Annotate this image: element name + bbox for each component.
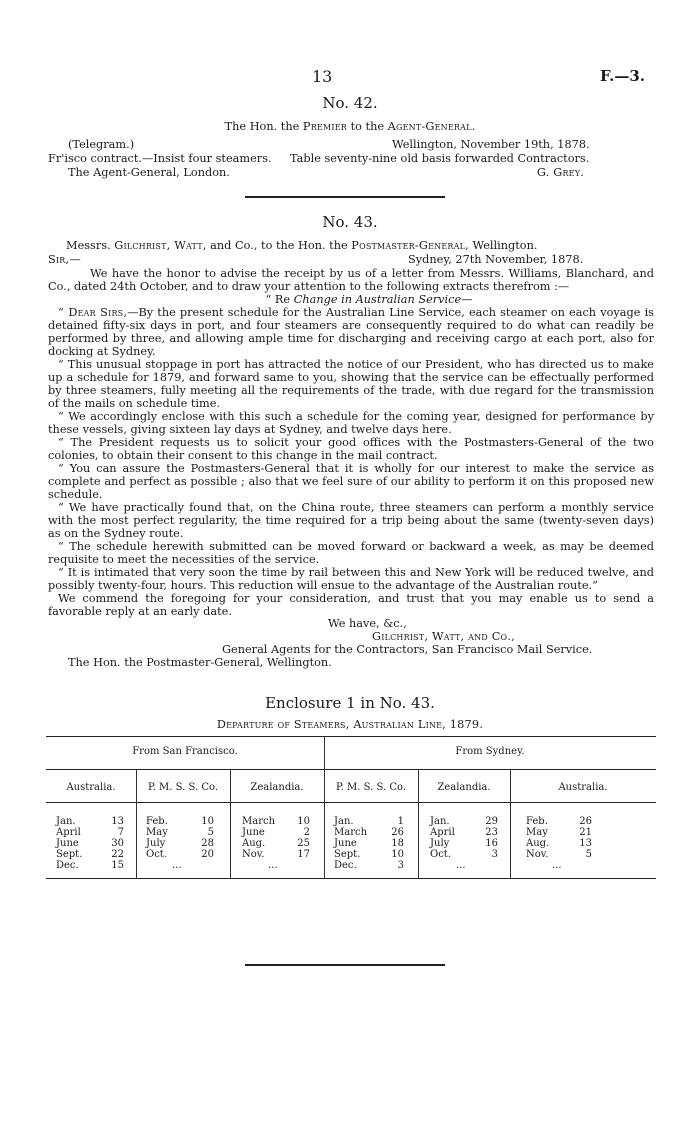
table-cell-month: ... xyxy=(456,860,466,871)
table-header-rule xyxy=(46,802,656,803)
doc43-heading-to: Postmaster-General, xyxy=(351,239,469,252)
table-cell-day: 5 xyxy=(585,849,592,860)
doc43-paragraph-1 xyxy=(48,306,654,358)
table-cell-month: Oct. xyxy=(146,849,167,860)
table-cell-day: 10 xyxy=(201,816,214,827)
table-cell-day: 29 xyxy=(485,816,498,827)
table-cell-month: Oct. xyxy=(430,849,451,860)
doc42-place-date: Wellington, November 19th, 1878. xyxy=(392,138,590,151)
table-cell-month: Nov. xyxy=(526,849,549,860)
doc43-signature-role: General Agents for the Contractors, San Francisco Mail Service. xyxy=(222,643,593,656)
table-cell-month: April xyxy=(56,827,81,838)
table-cell-day: 28 xyxy=(201,838,214,849)
doc42-heading-from: Premier xyxy=(302,120,347,133)
doc43-heading-post: Wellington. xyxy=(472,239,538,252)
table-cell-day: 10 xyxy=(297,816,310,827)
table-cell-day: 30 xyxy=(111,838,124,849)
enclosure-title: Enclosure 1 in No. 43. xyxy=(265,694,435,712)
table-cell-day: 2 xyxy=(303,827,310,838)
table-bottom-rule xyxy=(46,878,656,879)
doc42-signature: G. Grey. xyxy=(536,166,584,179)
doc43-number: No. 43. xyxy=(322,213,378,231)
table-cell-month: March xyxy=(242,816,276,827)
doc43-heading-pre: Messrs. xyxy=(66,239,111,252)
doc43-addressee: The Hon. the Postmaster-General, Wellington. xyxy=(68,656,332,669)
table-cell-month: ... xyxy=(552,860,562,871)
doc43-p1-text: —By the present schedule for the Australian Line Service, each steamer on each voyage is detained fifty-six days in port, and four steamers are consequently required to do what can readily be performed by three, and allowing ample time for discharging and receiving cargo at each port, also for docking at Sydney. xyxy=(48,306,654,358)
doc43-salutation: Sir,— xyxy=(48,253,81,266)
table-cell-month: Aug. xyxy=(526,838,550,849)
doc43-re-title: Change in Australian Service— xyxy=(293,293,473,306)
table-cell-day: 17 xyxy=(297,849,310,860)
end-divider xyxy=(245,964,445,966)
table-cell-day: 7 xyxy=(117,827,124,838)
doc43-paragraph-4: “ The President requests us to solicit your good offices with the Postmasters-General of the two colonies, to obtain their consent to this change in the mail contract. xyxy=(48,436,654,462)
doc43-paragraph-5: “ You can assure the Postmasters-General that it is wholly for our interest to make the service as complete and perfect as possible ; also that we feel sure of our ability to perform it on this proposed new schedule. xyxy=(48,462,654,501)
doc43-heading xyxy=(66,239,537,252)
doc43-intro: We have the honor to advise the receipt by us of a letter from Messrs. Williams, Blanchard, and Co., dated 24th October, and to draw your attention to the following extracts therefrom :— xyxy=(48,267,654,293)
table-cell-month: July xyxy=(146,838,166,849)
column-header: P. M. S. S. Co. xyxy=(335,782,407,793)
table-cell-month: June xyxy=(56,838,79,849)
table-cell-month: Feb. xyxy=(526,816,548,827)
column-header: P. M. S. S. Co. xyxy=(147,782,219,793)
table-cell-month: June xyxy=(242,827,265,838)
doc43-paragraph-9: We commend the foregoing for your consideration, and trust that you may enable us to send a favorable reply at an early date. xyxy=(48,592,654,618)
table-cell-day: 3 xyxy=(397,860,404,871)
table-cell-month: June xyxy=(334,838,357,849)
doc43-dear-sirs: “ Dear Sirs, xyxy=(58,306,128,319)
table-cell-month: March xyxy=(334,827,368,838)
doc43-paragraph-3: “ We accordingly enclose with this such a schedule for the coming year, designed for performance by these vessels, giving sixteen lay days at Sydney, and twelve days here. xyxy=(48,410,654,436)
doc43-heading-from: Gilchrist, Watt, xyxy=(114,239,207,252)
table-cell-month: May xyxy=(146,827,168,838)
table-cell-day: 23 xyxy=(485,827,498,838)
table-cell-day: 15 xyxy=(111,860,124,871)
column-header: Australia. xyxy=(66,782,116,793)
table-cell-day: 16 xyxy=(485,838,498,849)
column-header: Zealandia. xyxy=(437,782,491,793)
section-divider xyxy=(245,196,445,198)
table-top-rule xyxy=(46,736,656,737)
table-cell-day: 13 xyxy=(111,816,124,827)
table-cell-month: ... xyxy=(172,860,182,871)
table-cell-month: Jan. xyxy=(430,816,450,827)
table-cell-day: 25 xyxy=(297,838,310,849)
table-group-rule xyxy=(46,769,656,770)
doc42-heading-mid: to the xyxy=(350,120,385,133)
doc42-body-left: Fr'isco contract.—Insist four steamers. xyxy=(48,152,272,165)
doc43-re-prefix: “ Re xyxy=(265,293,291,306)
column-header: Australia. xyxy=(558,782,608,793)
doc43-place-date: Sydney, 27th November, 1878. xyxy=(408,253,584,266)
table-cell-month: April xyxy=(430,827,455,838)
table-cell-day: 3 xyxy=(491,849,498,860)
doc42-heading-pre: The Hon. the xyxy=(224,120,300,133)
group-header-sydney: From Sydney. xyxy=(455,746,525,757)
table-cell-day: 22 xyxy=(111,849,124,860)
doc43-paragraph-8: “ It is intimated that very soon the time by rail between this and New York will be reduced twelve, and possibly twenty-four, hours. This reduction will ensue to the advantage of the Australian route.” xyxy=(48,566,654,592)
doc43-re-line xyxy=(48,293,654,306)
table-cell-month: Jan. xyxy=(56,816,76,827)
paper-reference: F.—3. xyxy=(600,67,646,85)
table-cell-month: May xyxy=(526,827,548,838)
table-cell-day: 26 xyxy=(579,816,592,827)
table-cell-day: 13 xyxy=(579,838,592,849)
doc42-addressee: The Agent-General, London. xyxy=(68,166,230,179)
table-cell-month: Jan. xyxy=(334,816,354,827)
table-cell-month: Sept. xyxy=(56,849,83,860)
page-number: 13 xyxy=(312,67,333,86)
doc42-heading-to: Agent-General. xyxy=(387,120,476,133)
doc42-number: No. 42. xyxy=(322,94,378,112)
doc43-heading-mid: and Co., to the Hon. the xyxy=(210,239,348,252)
table-cell-day: 1 xyxy=(397,816,404,827)
doc42-body-right: Table seventy-nine old basis forwarded Contractors. xyxy=(290,152,590,165)
table-cell-month: July xyxy=(430,838,450,849)
table-cell-day: 10 xyxy=(391,849,404,860)
group-header-san-francisco: From San Francisco. xyxy=(132,746,238,757)
column-header: Zealandia. xyxy=(250,782,304,793)
table-cell-day: 20 xyxy=(201,849,214,860)
table-cell-month: Dec. xyxy=(334,860,357,871)
doc42-heading xyxy=(0,120,700,133)
table-cell-month: Dec. xyxy=(56,860,79,871)
table-cell-day: 21 xyxy=(579,827,592,838)
doc43-paragraph-7: “ The schedule herewith submitted can be moved forward or backward a week, as may be deemed requisite to meet the necessities of the service. xyxy=(48,540,654,566)
table-cell-day: 18 xyxy=(391,838,404,849)
doc43-letter-body xyxy=(48,267,654,618)
table-cell-month: Nov. xyxy=(242,849,265,860)
doc43-signature-firm: Gilchrist, Watt, and Co., xyxy=(372,630,515,643)
doc43-paragraph-6: “ We have practically found that, on the China route, three steamers can perform a monthly service with the most perfect regularity, the time required for a trip being about the same (twenty-seven days) as on the Sydney route. xyxy=(48,501,654,540)
enclosure-subtitle: Departure of Steamers, Australian Line, 1879. xyxy=(216,718,484,731)
schedule-table xyxy=(46,736,656,886)
table-cell-month: Aug. xyxy=(242,838,266,849)
table-cell-month: ... xyxy=(268,860,278,871)
table-cell-month: Feb. xyxy=(146,816,168,827)
table-cell-day: 5 xyxy=(207,827,214,838)
doc42-telegram-label: (Telegram.) xyxy=(68,138,135,151)
table-cell-day: 26 xyxy=(391,827,404,838)
doc43-closing: We have, &c., xyxy=(328,617,407,630)
table-cell-month: Sept. xyxy=(334,849,361,860)
doc43-paragraph-2: “ This unusual stoppage in port has attracted the notice of our President, who has directed us to make up a schedule for 1879, and forward same to you, showing that the service can be effectually performed by three steamers, fully meeting all the requirements of the trade, with due regard for the transmission of the mails on schedule time. xyxy=(48,358,654,410)
